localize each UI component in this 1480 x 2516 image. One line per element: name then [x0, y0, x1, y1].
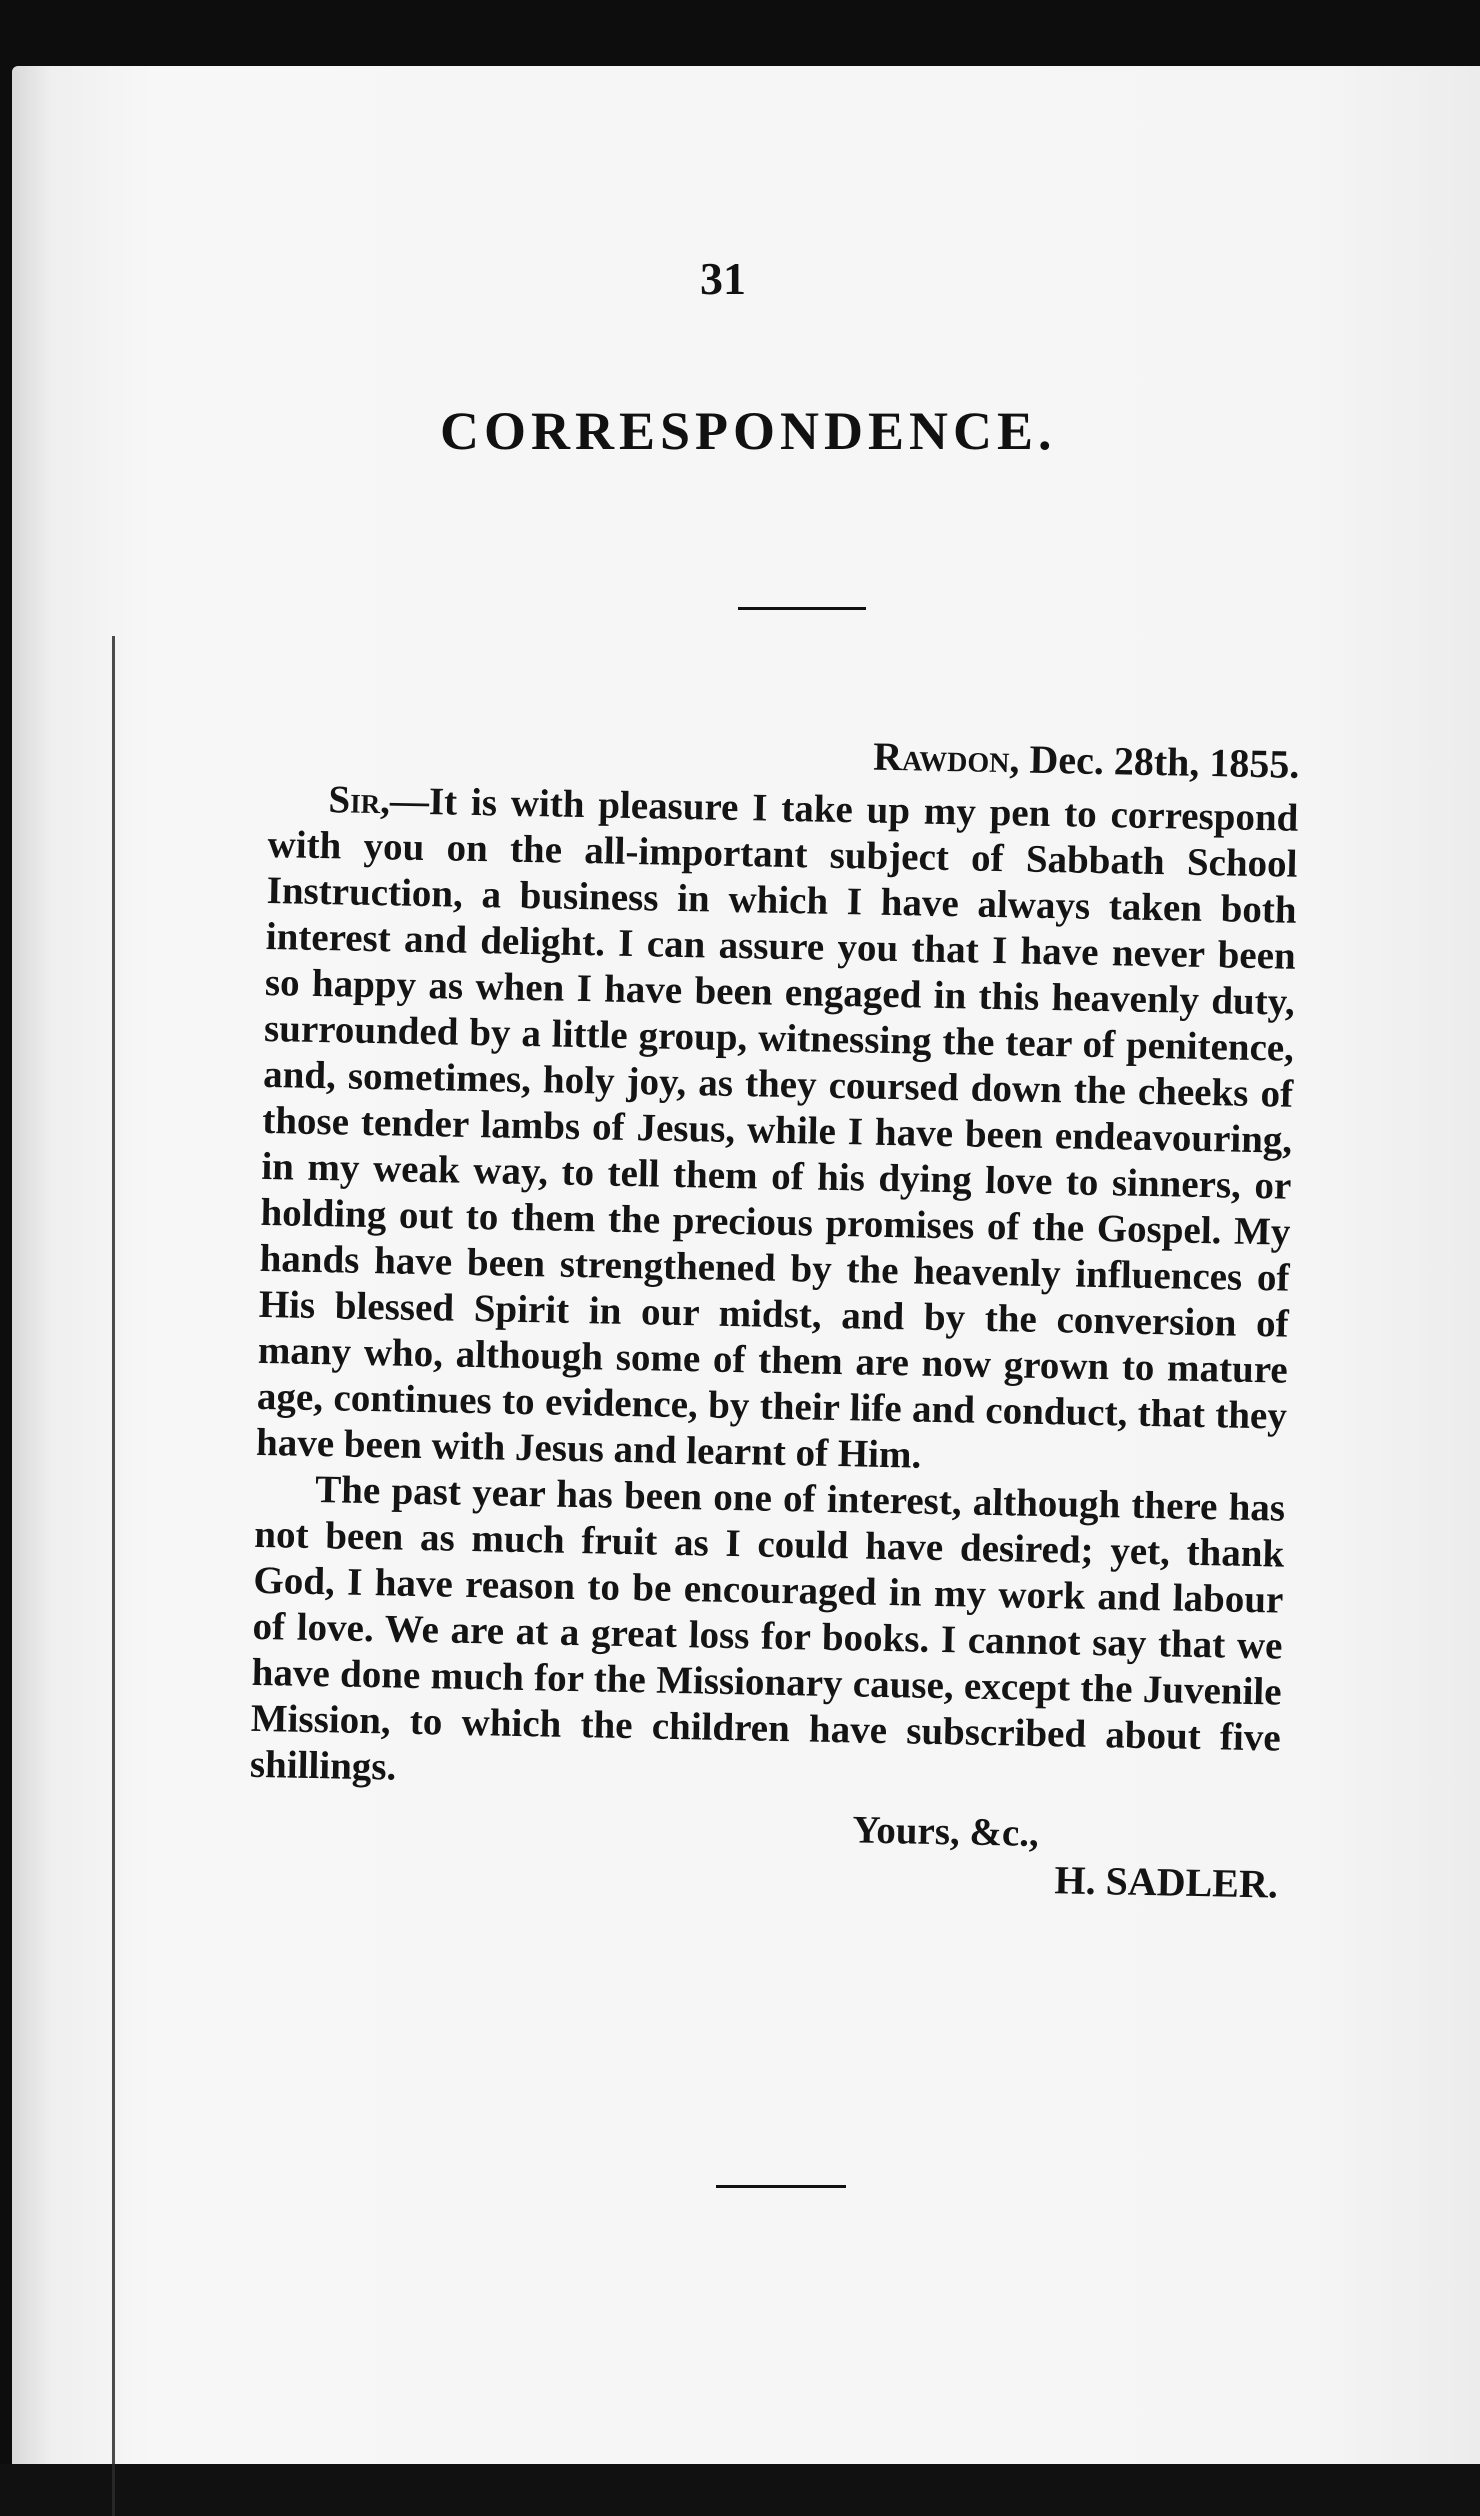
section-heading: CORRESPONDENCE.	[440, 401, 1057, 461]
letter-signature: H. SADLER.	[1054, 1857, 1279, 1907]
letter-date: Dec. 28th, 1855.	[1029, 736, 1300, 787]
letter-closing: Yours, &c.,	[852, 1808, 1040, 1855]
letter-paragraph-1	[256, 776, 1299, 1486]
end-divider	[716, 2185, 846, 2188]
letter-salutation: Sir,	[328, 778, 391, 823]
page-binding-shadow	[112, 636, 115, 2516]
letter-body	[248, 722, 1300, 1908]
letter-paragraph-2: The past year has been one of interest, although there has not been as much fruit as I could have desired; yet, thank God, I have reason to be encouraged in my work and labour of love. We are at a great loss for books. I cannot say that we have done much for the Missionary cause, except the Juvenile Mission, to which the children have subscribed about five shillings.	[249, 1468, 1286, 1789]
heading-divider	[738, 607, 866, 610]
letter-place: Rawdon,	[872, 733, 1020, 782]
letter-paragraph-1-text: —It is with pleasure I take up my pen to correspond with you on the all-important subject of Sabbath School Instruction, a business in which I have always taken both interest and delight. I can assure you that I have never been so happy as when I have been engaged in this heavenly duty, surrounded by a little group, witnessing the tear of penitence, and, sometimes, holy joy, as they coursed down the cheeks of those tender lambs of Jesus, while I have been endeavouring, in my weak way, to tell them of his dying love to sinners, or holding out to them the precious promises of the Gospel. My hands have been strengthened by the heavenly influences of His blessed Spirit in our midst, and by the conversion of many who, although some of them are now grown to mature age, continues to evidence, by their life and conduct, that they have been with Jesus and learnt of Him.	[255, 779, 1299, 1477]
page-number: 31	[700, 253, 746, 304]
